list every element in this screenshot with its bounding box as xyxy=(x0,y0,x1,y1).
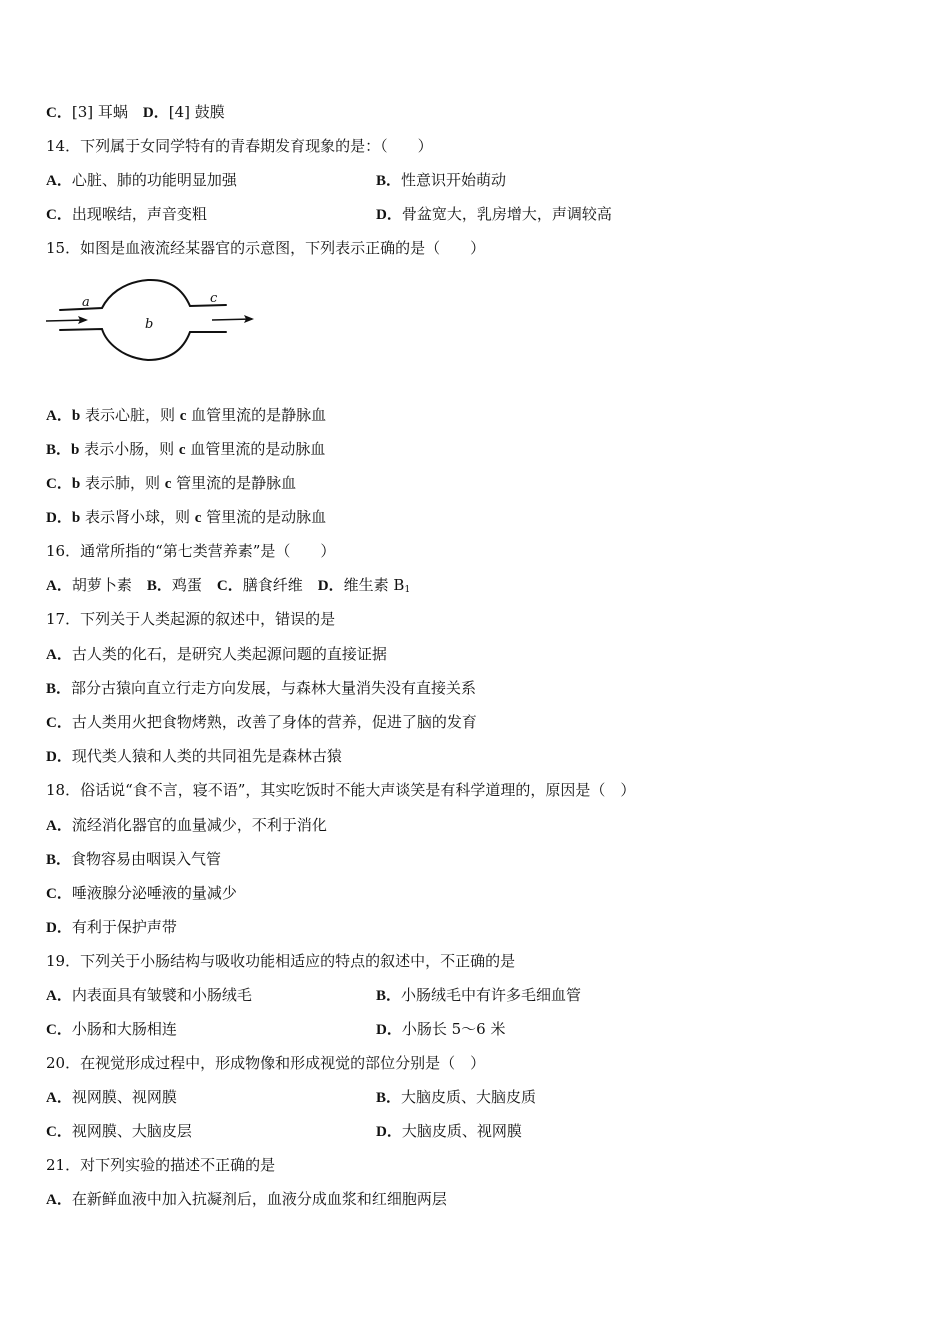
option-c: C．b 表示肺，则 c 管里流的是静脉血 xyxy=(46,474,297,492)
option-letter: A． xyxy=(46,408,72,424)
question-stem: 14．下列属于女同学特有的青春期发育现象的是：（ ） xyxy=(46,137,433,155)
q13-options-cd xyxy=(46,102,225,123)
option-letter: B． xyxy=(376,173,402,189)
question-stem: 15．如图是血液流经某器官的示意图，下列表示正确的是（ ） xyxy=(46,239,486,257)
option-letter: C． xyxy=(46,105,72,121)
option-letter: D． xyxy=(46,510,72,526)
option-a xyxy=(46,170,237,191)
question-stem: 20．在视觉形成过程中，形成物像和形成视觉的部位分别是（ ） xyxy=(46,1054,486,1072)
option-d: D．大脑皮质、视网膜 xyxy=(376,1122,522,1140)
blood-flow-diagram xyxy=(44,278,264,368)
question-stem: 18．俗话说“食不言，寝不语”，其实吃饭时不能大声谈笑是有科学道理的，原因是（ ） xyxy=(46,781,636,799)
option-letter: A． xyxy=(46,173,72,189)
option-a: A．b 表示心脏，则 c 血管里流的是静脉血 xyxy=(46,406,327,424)
option-b: B．部分古猿向直立行走方向发展，与森林大量消失没有直接关系 xyxy=(46,679,477,697)
option-letter: D． xyxy=(376,207,402,223)
option-d: D．现代类人猿和人类的共同祖先是森林古猿 xyxy=(46,747,342,765)
option-text: [4] 鼓膜 xyxy=(168,103,225,121)
option-b xyxy=(376,170,506,191)
option-a: A．视网膜、视网膜 xyxy=(46,1088,177,1106)
question-stem: 21．对下列实验的描述不正确的是 xyxy=(46,1156,276,1174)
option-a: A．内表面具有皱襞和小肠绒毛 xyxy=(46,986,252,1004)
question-stem: 19．下列关于小肠结构与吸收功能相适应的特点的叙述中，不正确的是 xyxy=(46,952,516,970)
option-text: 骨盆宽大，乳房增大，声调较高 xyxy=(401,205,612,223)
option-a: A．古人类的化石，是研究人类起源问题的直接证据 xyxy=(46,645,387,663)
option-text: 出现喉结，声音变粗 xyxy=(71,205,207,223)
option-c: C．古人类用火把食物烤熟，改善了身体的营养，促进了脑的发育 xyxy=(46,713,477,731)
option-a: A．在新鲜血液中加入抗凝剂后，血液分成血浆和红细胞两层 xyxy=(46,1190,447,1208)
label-c: c xyxy=(210,291,218,306)
question-stem: 16．通常所指的“第七类营养素”是（ ） xyxy=(46,542,336,560)
option-d xyxy=(376,204,612,225)
option-letter: C． xyxy=(46,207,72,223)
option-c: C．唾液腺分泌唾液的量减少 xyxy=(46,884,237,902)
option-d: D．有利于保护声带 xyxy=(46,918,177,936)
option-text: [3] 耳蜗 xyxy=(71,103,128,121)
option-b: B．大脑皮质、大脑皮质 xyxy=(376,1088,537,1106)
option-d: D．小肠长 5～6 米 xyxy=(376,1020,506,1038)
label-a: a xyxy=(82,295,90,310)
option-b: B．食物容易由咽误入气管 xyxy=(46,850,222,868)
option-c: C．小肠和大肠相连 xyxy=(46,1020,177,1038)
option-b: B．b 表示小肠，则 c 血管里流的是动脉血 xyxy=(46,440,326,458)
label-b: b xyxy=(145,317,154,332)
options-row: A．胡萝卜素 B．鸡蛋 C．膳食纤维 D．维生素 $B_1$ xyxy=(46,576,411,595)
option-text: 心脏、肺的功能明显加强 xyxy=(71,171,237,189)
question-stem: 17．下列关于人类起源的叙述中，错误的是 xyxy=(46,610,336,628)
option-c: C．视网膜、大脑皮层 xyxy=(46,1122,192,1140)
option-a: A．流经消化器官的血量减少，不利于消化 xyxy=(46,816,327,834)
option-letter: C． xyxy=(46,476,72,492)
option-b: B．小肠绒毛中有许多毛细血管 xyxy=(376,986,582,1004)
option-d: D．b 表示肾小球，则 c 管里流的是动脉血 xyxy=(46,508,327,526)
option-text: 性意识开始萌动 xyxy=(401,171,507,189)
option-letter: D． xyxy=(142,105,169,121)
option-c xyxy=(46,204,207,225)
option-letter: B． xyxy=(46,442,72,458)
